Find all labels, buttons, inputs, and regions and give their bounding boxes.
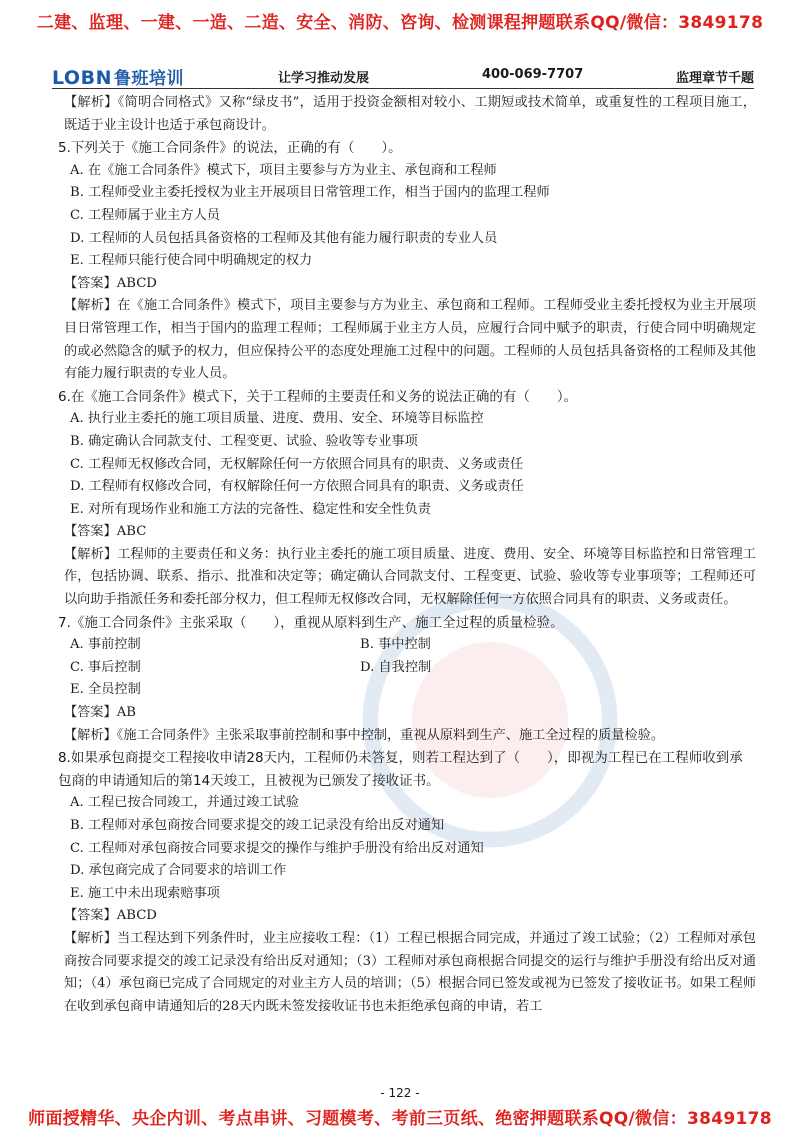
explanation: 【解析】在《施工合同条件》模式下，项目主要参与方为业主、承包商和工程师。工程师受业主委托授权为业主开展项目日常管理工作，相当于国内的监理工程师；工程师属于业主方人员，应履行合同中赋予的职责，行使合同中明确规定的或必然隐含的赋予的权力，但应保持公平的态度处理施工过程中的问题。工程师的人员包括具备资格的工程师及其他有能力履行职责的专业人员。 [64, 298, 756, 382]
answer-option: D. 工程师有权修改合同，有权解除任何一方依照合同具有的职责、义务或责任 [70, 479, 524, 495]
option-row [64, 634, 756, 657]
answer-option: C. 工程师无权修改合同，无权解除任何一方依照合同具有的职责、义务或责任 [70, 456, 524, 472]
document-body [58, 92, 756, 1018]
answer-option: C. 事后控制 [70, 659, 141, 675]
answer-key: 【答案】ABCD [64, 908, 157, 924]
answer-option: B. 工程师受业主委托授权为业主开展项目日常管理工作，相当于国内的监理工程师 [70, 185, 550, 201]
answer-option: A. 在《施工合同条件》模式下，项目主要参与方为业主、承包商和工程师 [70, 162, 497, 178]
answer-key: 【答案】ABC [64, 524, 147, 540]
question-stem: 8.如果承包商提交工程接收申请28天内，工程师仍未答复，则若工程达到了（ ），即视为工程已在工程师收到承包商的申请通知后的第14天竣工，且被视为已颁发了接收证书。 [58, 750, 743, 789]
answer-option: A. 执行业主委托的施工项目质量、进度、费用、安全、环境等目标监控 [70, 411, 484, 427]
brand-logo [52, 64, 184, 89]
question-stem: 6.在《施工合同条件》模式下，关于工程师的主要责任和义务的说法正确的有（ ）。 [58, 388, 578, 405]
answer-option: D. 承包商完成了合同要求的培训工作 [70, 863, 287, 879]
answer-option: B. 事中控制 [360, 637, 431, 653]
question-stem: 5.下列关于《施工合同条件》的说法，正确的有（ ）。 [58, 140, 402, 157]
answer-option: E. 施工中未出现索赔事项 [70, 885, 220, 901]
explanation: 【解析】工程师的主要责任和义务：执行业主委托的施工项目质量、进度、费用、安全、环境等目标监控和日常管理工作，包括协调、联系、指示、批准和决定等；确定确认合同款支付、工程变更、试验、验收等专业事项等；工程师还可以向助手指派任务和委托部分权力，但工程师无权修改合同，无权解除任何一方依照合同具有的职责、义务或责任。 [64, 546, 756, 608]
answer-option: B. 工程师对承包商按合同要求提交的竣工记录没有给出反对通知 [70, 818, 445, 833]
answer-option: E. 工程师只能行使合同中明确规定的权力 [70, 253, 313, 269]
explanation: 【解析】《施工合同条件》主张采取事前控制和事中控制，重视从原料到生产、施工全过程的质量检验。 [64, 727, 665, 743]
question-stem: 7.《施工合同条件》主张采取（ ），重视从原料到生产、施工全过程的质量检验。 [58, 614, 564, 631]
answer-key: 【答案】AB [64, 705, 136, 721]
header-phone: 400-069-7707 [482, 67, 584, 82]
logo-text: LOBN [52, 67, 112, 89]
answer-option: C. 工程师属于业主方人员 [70, 207, 220, 223]
promo-banner-top: 二建、监理、一建、一造、二造、安全、消防、咨询、检测课程押题联系QQ/微信：3849178 [36, 13, 764, 33]
page-number: - 122 - [380, 1086, 420, 1100]
answer-option: C. 工程师对承包商按合同要求提交的操作与维护手册没有给出反对通知 [70, 840, 484, 856]
answer-key: 【答案】ABCD [64, 275, 157, 291]
promo-banner-bottom: 师面授精华、央企内训、考点串讲、习题模考、考前三页纸、绝密押题联系QQ/微信：3849178 [28, 1109, 772, 1129]
answer-option: A. 事前控制 [70, 637, 141, 653]
answer-option: D. 工程师的人员包括具备资格的工程师及其他有能力履行职责的专业人员 [70, 230, 498, 246]
header-slogan: 让学习推动发展 [278, 71, 370, 86]
answer-option: E. 对所有现场作业和施工方法的完备性、稳定性和安全性负责 [70, 501, 431, 517]
answer-option: D. 自我控制 [360, 659, 432, 675]
answer-option: B. 确定确认合同款支付、工程变更、试验、验收等专业事项 [70, 433, 418, 449]
logo-cn-text: 鲁班培训 [113, 69, 184, 89]
answer-option: E. 全员控制 [70, 682, 141, 698]
explanation: 【解析】《简明合同格式》又称“绿皮书”，适用于投资金额相对较小、工期短或技术简单，或重复性的工程项目施工，既适于业主设计也适于承包商设计。 [64, 95, 756, 133]
answer-option: A. 工程已按合同竣工，并通过竣工试验 [70, 795, 299, 811]
option-row [64, 657, 756, 680]
header-book-title: 监理章节千题 [675, 71, 754, 86]
explanation: 【解析】当工程达到下列条件时，业主应接收工程：（1）工程已根据合同完成，并通过了竣工试验；（2）工程师对承包商按合同要求提交的竣工记录没有给出反对通知；（3）工程师对承包商根据合同提交的运行与维护手册没有给出反对通知；（4）承包商已完成了合同规定的对业主方人员的培训；（5）根据合同已签发或视为已签发了接收证书。如果工程师在收到承包商申请通知后的28天内既未签发接收证书也未拒绝承包商的申请，若工 [64, 930, 756, 1014]
page-header [52, 64, 754, 89]
